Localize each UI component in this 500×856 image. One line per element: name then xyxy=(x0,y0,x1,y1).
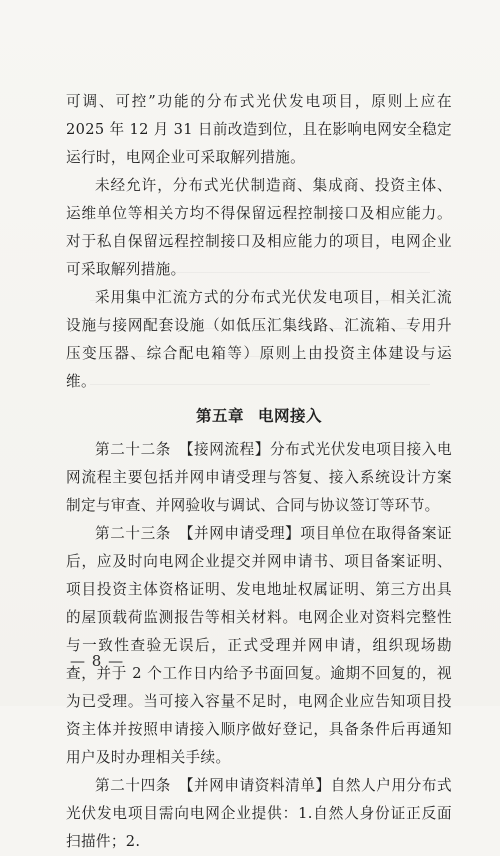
paragraph-remote-control: 未经允许，分布式光伏制造商、集成商、投资主体、运维单位等相关方均不得保留远程控制接口及相应能力。对于私自保留远程控制接口及相应能力的项目，电网企业可采取解列措施。 xyxy=(66,177,452,278)
body-text xyxy=(66,88,452,856)
page-number: — 8 — xyxy=(70,652,125,670)
paragraph-continued: 可调、可控”功能的分布式光伏发电项目，原则上应在 2025 年 12 月 31 日前改造到位，且在影响电网安全稳定运行时，电网企业可采取解列措施。 xyxy=(66,93,452,166)
chapter-number: 第五章 xyxy=(196,407,245,425)
chapter-title: 电网接入 xyxy=(257,407,322,425)
chapter-heading xyxy=(66,396,452,436)
paragraph-centralized-collection: 采用集中汇流方式的分布式光伏发电项目，相关汇流设施与接网配套设施（如低压汇集线路、汇流箱、专用升压变压器、综合配电箱等）原则上由投资主体建设与运维。 xyxy=(66,289,452,390)
article-22: 第二十二条 【接网流程】分布式光伏发电项目接入电网流程主要包括并网申请受理与答复、接入系统设计方案制定与审查、并网验收与调试、合同与协议签订等环节。 xyxy=(66,441,452,514)
article-23: 第二十三条 【并网申请受理】项目单位在取得备案证后，应及时向电网企业提交并网申请书、项目备案证明、项目投资主体资格证明、发电地址权属证明、第三方出具的屋顶载荷监测报告等相关材料。电网企业对资料完整性与一致性查验无误后，正式受理并网申请，组织现场勘查，并于 2 个工作日内给予书面回复。逾期不回复的，视为已受理。当可接入容量不足时，电网企业应告知项目投资主体并按照申请接入顺序做好登记，具备条件后再通知用户及时办理相关手续。 xyxy=(66,525,452,766)
article-24: 第二十四条 【并网申请资料清单】自然人户用分布式光伏发电项目需向电网企业提供：1.自然人身份证正反面扫描件；2. xyxy=(66,777,452,850)
